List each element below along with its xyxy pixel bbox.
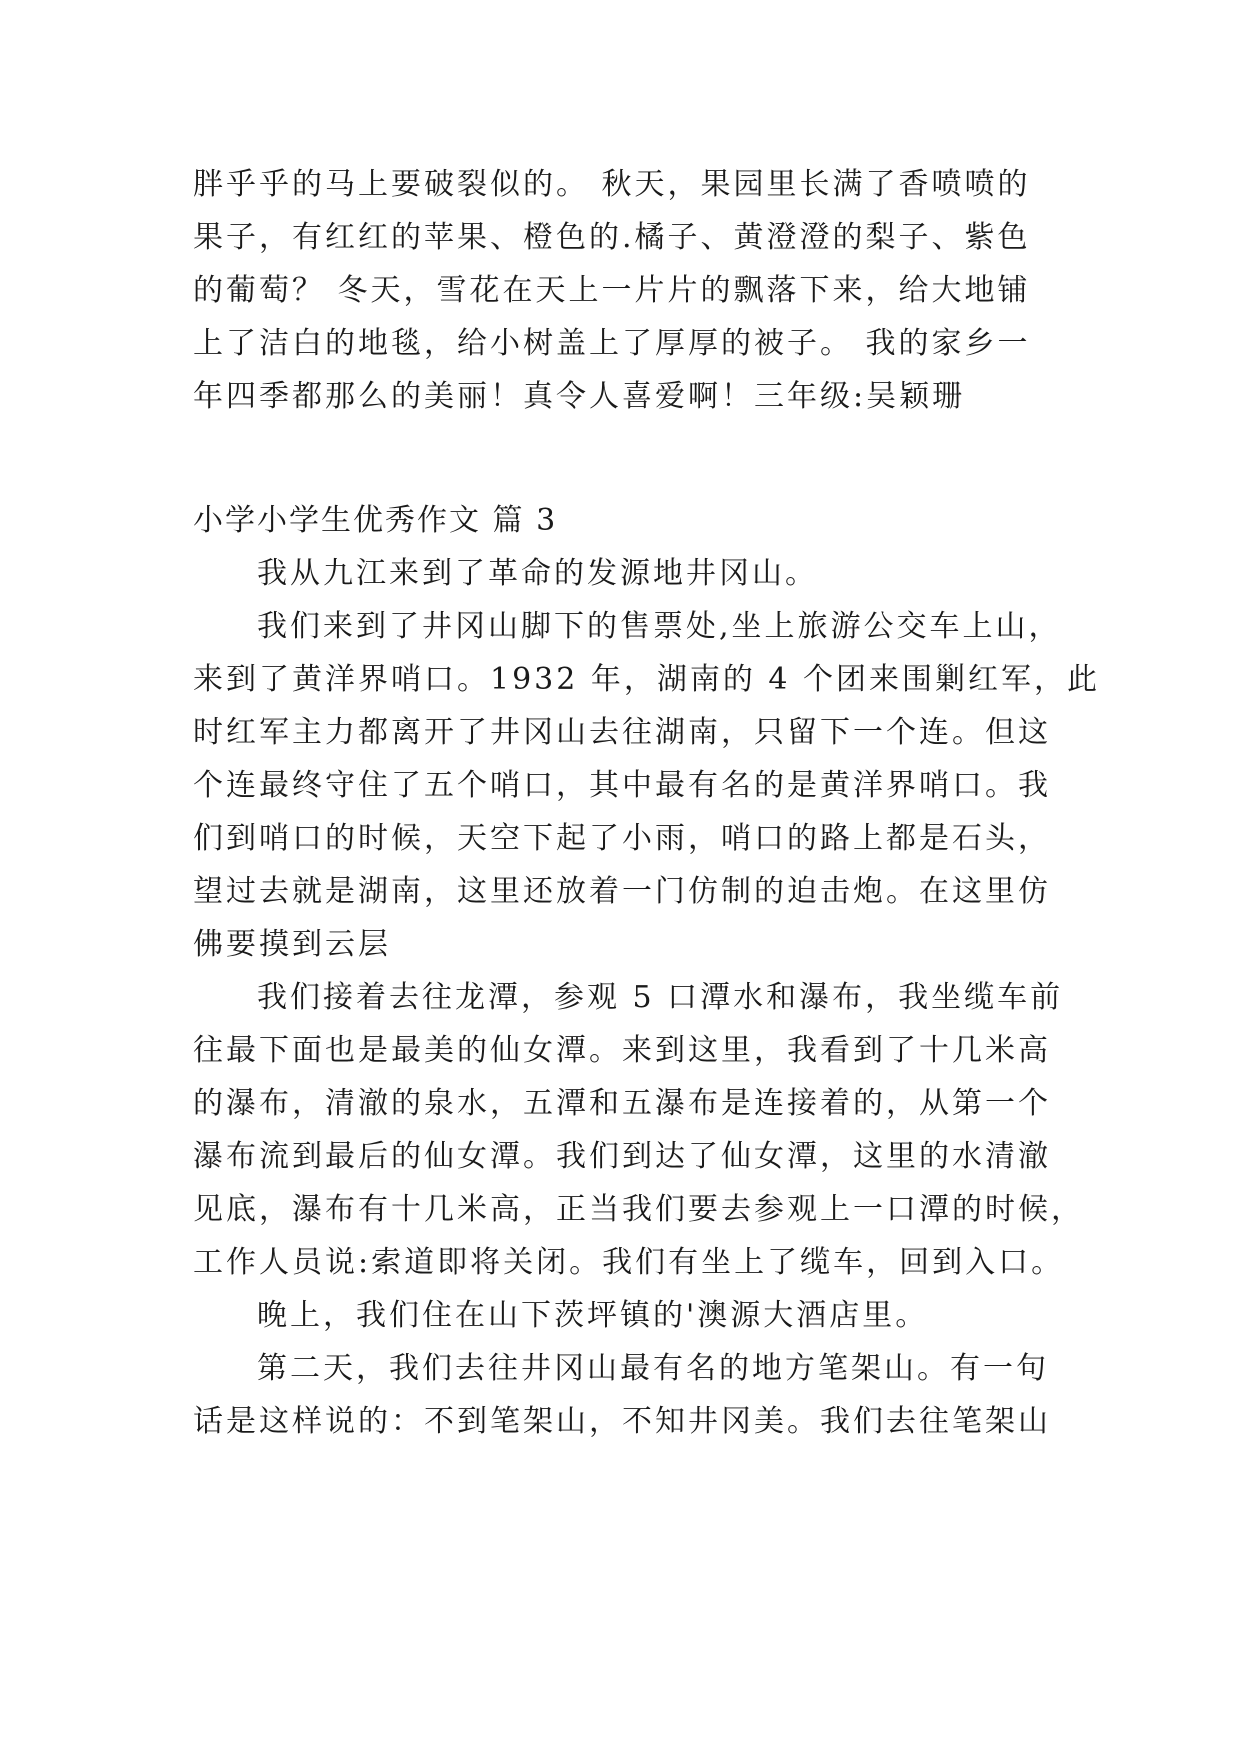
text-line: 来到了黄洋界哨口。1932 年，湖南的 4 个团来围剿红军，此 [193, 662, 1101, 697]
paragraph-line: 第二天，我们去往井冈山最有名的地方笔架山。有一句 [257, 1351, 1049, 1386]
text-line: 果子，有红红的苹果、橙色的.橘子、黄澄澄的梨子、紫色 [193, 220, 1031, 255]
text-line: 望过去就是湖南，这里还放着一门仿制的迫击炮。在这里仿 [193, 874, 1051, 909]
text-line: 瀑布流到最后的仙女潭。我们到达了仙女潭，这里的水清澈 [193, 1139, 1051, 1174]
text-line: 上了洁白的地毯，给小树盖上了厚厚的被子。 我的家乡一 [193, 326, 1031, 361]
paragraph-line: 晚上，我们住在山下茨坪镇的'澳源大酒店里。 [257, 1298, 929, 1333]
text-line: 见底，瀑布有十几米高，正当我们要去参观上一口潭的时候， [193, 1192, 1084, 1227]
text-line: 的葡萄？ 冬天，雪花在天上一片片的飘落下来，给大地铺 [193, 273, 1031, 308]
text-line: 胖乎乎的马上要破裂似的。 秋天，果园里长满了香喷喷的 [193, 167, 1031, 202]
paragraph-line: 我们来到了井冈山脚下的售票处,坐上旅游公交车上山， [257, 609, 1062, 644]
text-line: 的瀑布，清澈的泉水，五潭和五瀑布是连接着的，从第一个 [193, 1086, 1051, 1121]
signature-line: 年四季都那么的美丽！真令人喜爱啊！三年级:吴颖珊 [193, 379, 966, 414]
paragraph-line: 我们接着去往龙潭，参观 5 口潭水和瀑布，我坐缆车前 [257, 980, 1064, 1015]
text-line: 时红军主力都离开了井冈山去往湖南，只留下一个连。但这 [193, 715, 1051, 750]
text-line: 佛要摸到云层 [193, 927, 391, 962]
paragraph-line: 我从九江来到了革命的发源地井冈山。 [257, 556, 818, 591]
section-title: 小学小学生优秀作文 篇 3 [193, 503, 558, 538]
text-line: 工作人员说:索道即将关闭。我们有坐上了缆车，回到入口。 [193, 1245, 1065, 1280]
text-line: 们到哨口的时候，天空下起了小雨，哨口的路上都是石头， [193, 821, 1051, 856]
text-line: 话是这样说的：不到笔架山，不知井冈美。我们去往笔架山 [193, 1404, 1051, 1439]
text-line: 个连最终守住了五个哨口，其中最有名的是黄洋界哨口。我 [193, 768, 1051, 803]
text-line: 往最下面也是最美的仙女潭。来到这里，我看到了十几米高 [193, 1033, 1051, 1068]
